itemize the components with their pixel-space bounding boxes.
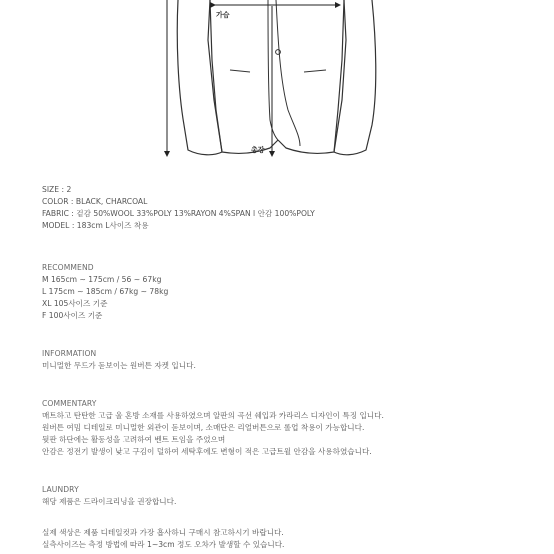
recommend-line: L 175cm ~ 185cm / 67kg ~ 78kg [42,287,169,296]
size-text: SIZE : 2 [42,185,72,194]
recommend-line: M 165cm ~ 175cm / 56 ~ 67kg [42,275,162,284]
commentary-heading: COMMENTARY [42,399,97,408]
color-text: COLOR : BLACK, CHARCOAL [42,197,148,206]
specs-section [42,184,315,232]
recommend-section [42,262,168,322]
commentary-section [42,398,384,458]
commentary-line: 원버튼 여밈 디테일로 미니멀한 외관이 돋보이며, 소매단은 리얼버튼으로 롤업 착용이 가능합니다. [42,423,365,432]
recommend-line: XL 105사이즈 기준 [42,299,108,308]
commentary-line: 매트하고 탄탄한 고급 울 혼방 소재를 사용하였으며 알판의 곡선 쉐입과 카라리스 디자인이 특징 입니다. [42,411,384,420]
fabric-text: FABRIC : 겉감 50%WOOL 33%POLY 13%RAYON 4%SPAN l 안감 100%POLY [42,209,315,218]
model-text: MODEL : 183cm L사이즈 착용 [42,221,149,230]
length-label: 총장 [251,146,265,154]
laundry-line: 해당 제품은 드라이크리닝을 권장합니다. [42,497,177,506]
information-heading: INFORMATION [42,349,97,358]
commentary-line: 뒷판 하단에는 활동성을 고려하여 벤트 트임을 주었으며 [42,435,226,444]
note-line: 실제 색상은 제품 디테일컷과 가장 흡사하니 구매시 참고하시기 바랍니다. [42,528,284,537]
commentary-line: 안감은 정전기 발생이 낮고 구김이 덜하여 세탁후에도 변형이 적은 고급트윌 안감을 사용하였습니다. [42,447,372,456]
chest-label: 가슴 [216,11,230,19]
information-line: 미니멀한 무드가 돋보이는 원버튼 자켓 입니다. [42,361,196,370]
laundry-section [42,484,176,508]
notes-section [42,527,284,551]
jacket-technical-drawing [0,0,554,170]
recommend-heading: RECOMMEND [42,263,94,272]
information-section [42,348,196,372]
note-line: 실측사이즈는 측정 방법에 따라 1~3cm 정도 오차가 발생할 수 있습니다. [42,540,285,549]
laundry-heading: LAUNDRY [42,485,79,494]
recommend-line: F 100사이즈 기준 [42,311,103,320]
